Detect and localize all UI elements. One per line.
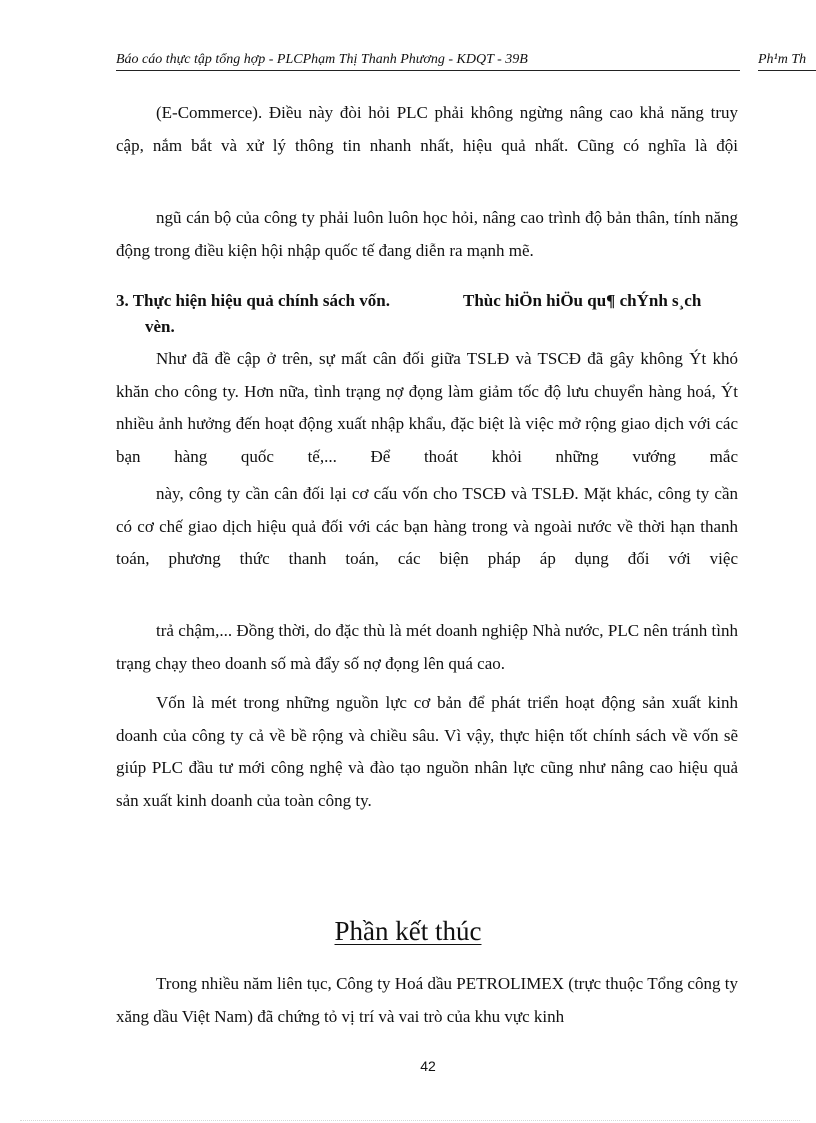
running-header: Báo cáo thực tập tổng hợp - PLCPhạm Thị Thanh Phương - KDQT - 39B — [116, 52, 740, 71]
paragraph-staff-learning: ngũ cán bộ của công ty phải luôn luôn học hỏi, nâng cao trình độ bản thân, tính năng động trong điều kiện hội nhập quốc tế đang diễn ra mạnh mẽ. — [116, 208, 738, 260]
paragraph-late-payment: trả chậm,... Đồng thời, do đặc thù là mét doanh nghiệp Nhà nước, PLC nên tránh tình trạng chạy theo doanh số mà đẩy số nợ đọng lên quá cao. — [116, 621, 738, 673]
paragraph-capital-imbalance: Như đã đề cập ở trên, sự mất cân đối giữa TSLĐ và TSCĐ đã gây không Ýt khó khăn cho công ty. Hơn nữa, tình trạng nợ đọng làm giảm tốc độ lưu chuyển hàng hoá, Ýt nhiều ảnh hưởng đến hoạt động xuất nhập khẩu, đặc biệt là việc mở rộng giao dịch với các bạn hàng quốc tế,... Để thoát khỏi những vướng mắc — [116, 349, 738, 466]
paragraph-capital-structure: này, công ty cần cân đối lại cơ cấu vốn cho TSCĐ và TSLĐ. Mặt khác, công ty cần có cơ chế giao dịch hiệu quả đối với các bạn hàng trong và ngoài nước về thời hạn thanh toán, phương thức thanh toán, các biện pháp áp dụng đối với việc — [116, 484, 738, 568]
heading-text: 3. Thực hiện hiệu quả chính sách vốn. — [116, 291, 390, 310]
paragraph-conclusion: Trong nhiều năm liên tục, Công ty Hoá dầu PETROLIMEX (trực thuộc Tổng công ty xăng dầu Việt Nam) đã chứng tỏ vị trí và vai trò của khu vực kinh — [116, 974, 738, 1026]
page-number: 42 — [420, 1058, 436, 1074]
running-header-author: Ph¹m Th — [758, 52, 816, 71]
heading-garbled-duplicate: Thùc hiÖn hiÖu qu¶ chÝnh s¸ch — [463, 291, 702, 310]
section-title-text: Phần kết thúc — [334, 916, 482, 946]
page-bottom-rule — [20, 1120, 800, 1121]
paragraph-capital-resources: Vốn là mét trong những nguồn lực cơ bản để phát triển hoạt động sản xuất kinh doanh của công ty cả về bề rộng và chiều sâu. Vì vậy, thực hiện tốt chính sách về vốn sẽ giúp PLC đầu tư mới công nghệ và đào tạo nguồn nhân lực cũng như nâng cao hiệu quả sản xuất kinh doanh của toàn công ty. — [116, 693, 738, 810]
section-heading — [116, 288, 746, 340]
heading-wrap: vèn. — [145, 317, 175, 336]
paragraph-ecommerce: (E-Commerce). Điều này đòi hỏi PLC phải không ngừng nâng cao khả năng truy cập, nắm bắt và xử lý thông tin nhanh nhất, hiệu quả nhất. Cũng có nghĩa là đội — [116, 103, 738, 155]
section-title — [0, 916, 816, 947]
